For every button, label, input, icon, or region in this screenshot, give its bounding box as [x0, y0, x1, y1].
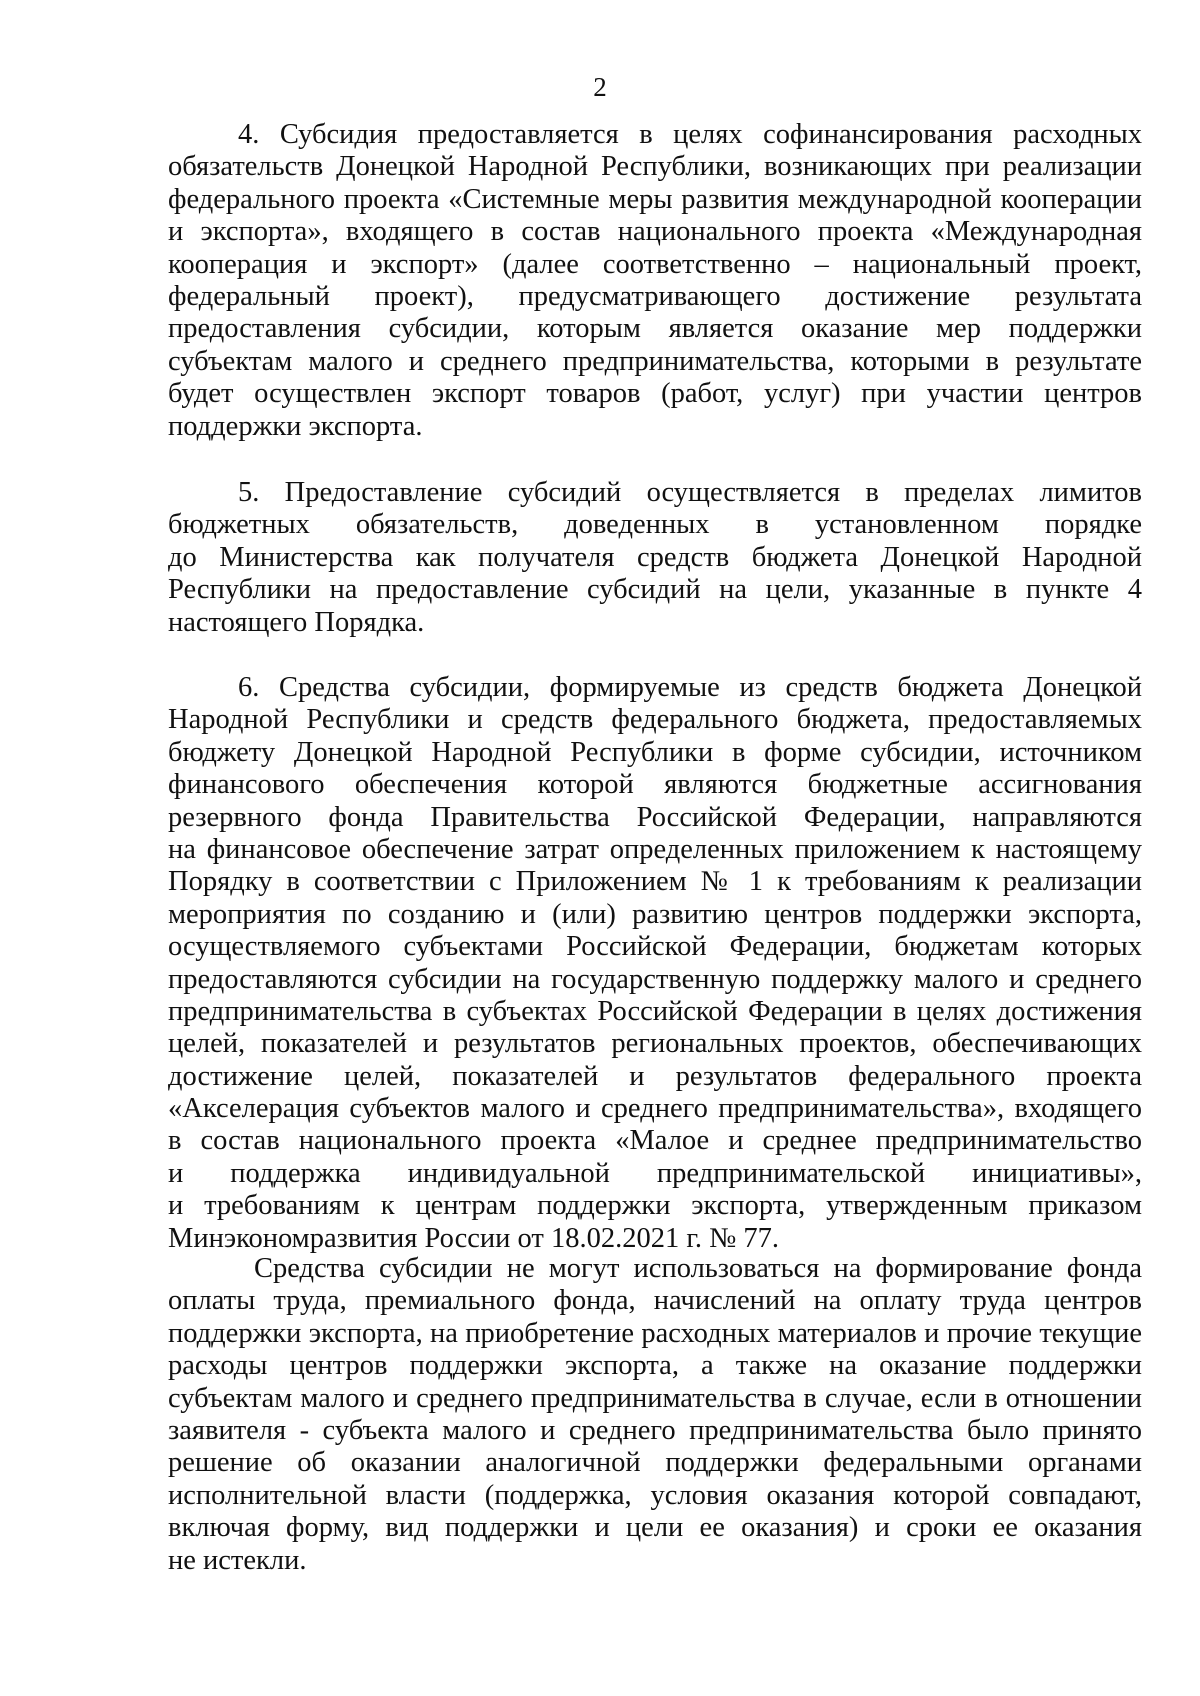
- text-line: мероприятия по созданию и (или) развитию центров поддержки экспорта,: [168, 898, 1142, 930]
- paragraph-6: [168, 672, 1142, 1255]
- text-line: «Акселерация субъектов малого и среднего предпринимательства», входящего: [168, 1093, 1142, 1125]
- text-line: достижение целей, показателей и результатов федерального проекта: [168, 1060, 1142, 1092]
- page-number: 2: [593, 72, 607, 102]
- text-line: не истекли.: [168, 1544, 307, 1576]
- text-line: до Министерства как получателя средств бюджета Донецкой Народной: [168, 541, 1142, 573]
- text-line: субъектам малого и среднего предпринимательства, которыми в результате: [168, 345, 1142, 377]
- text-line: расходы центров поддержки экспорта, а также на оказание поддержки: [168, 1350, 1142, 1382]
- text-line: исполнительной власти (поддержка, условия оказания которой совпадают,: [168, 1479, 1142, 1511]
- text-line: финансового обеспечения которой являются бюджетные ассигнования: [168, 769, 1142, 801]
- text-line: в состав национального проекта «Малое и среднее предпринимательство: [168, 1125, 1142, 1157]
- text-line: бюджету Донецкой Народной Республики в форме субсидии, источником: [168, 736, 1142, 768]
- text-line: 6. Средства субсидии, формируемые из средств бюджета Донецкой: [238, 672, 1142, 703]
- text-line: Республики на предоставление субсидий на цели, указанные в пункте 4: [168, 574, 1142, 606]
- paragraph-5: [168, 477, 1142, 639]
- text-line: и экспорта», входящего в состав национального проекта «Международная: [168, 216, 1142, 248]
- text-line: обязательств Донецкой Народной Республики, возникающих при реализации: [168, 151, 1142, 183]
- text-line: федерального проекта «Системные меры развития международной кооперации: [168, 183, 1142, 215]
- paragraph-6-continuation: [168, 1253, 1142, 1577]
- text-line: федеральный проект), предусматривающего достижение результата: [168, 280, 1142, 312]
- text-line: на финансовое обеспечение затрат определенных приложением к настоящему: [168, 833, 1142, 865]
- text-line: субъектам малого и среднего предпринимательства в случае, если в отношении: [168, 1382, 1142, 1414]
- text-line: поддержки экспорта.: [168, 410, 423, 442]
- text-line: решение об оказании аналогичной поддержки федеральными органами: [168, 1447, 1142, 1479]
- text-line: предоставления субсидии, которым является оказание мер поддержки: [168, 313, 1142, 345]
- text-line: Народной Республики и средств федерального бюджета, предоставляемых: [168, 704, 1142, 736]
- text-line: 4. Субсидия предоставляется в целях софинансирования расходных: [238, 119, 1142, 150]
- text-line: включая форму, вид поддержки и цели ее оказания) и сроки ее оказания: [168, 1512, 1142, 1544]
- text-line: осуществляемого субъектами Российской Федерации, бюджетам которых: [168, 931, 1142, 963]
- text-line: оплаты труда, премиального фонда, начислений на оплату труда центров: [168, 1285, 1142, 1317]
- text-line: заявителя - субъекта малого и среднего предпринимательства было принято: [168, 1414, 1142, 1446]
- text-line: Порядку в соответствии с Приложением № 1 к требованиям к реализации: [168, 866, 1142, 898]
- text-line: настоящего Порядка.: [168, 606, 425, 638]
- text-line: и требованиям к центрам поддержки экспорта, утвержденным приказом: [168, 1190, 1142, 1222]
- text-line: кооперация и экспорт» (далее соответственно – национальный проект,: [168, 248, 1142, 280]
- text-line: целей, показателей и результатов региональных проектов, обеспечивающих: [168, 1028, 1142, 1060]
- text-line: предпринимательства в субъектах Российской Федерации в целях достижения: [168, 995, 1142, 1027]
- text-line: будет осуществлен экспорт товаров (работ, услуг) при участии центров: [168, 378, 1142, 410]
- text-line: резервного фонда Правительства Российской Федерации, направляются: [168, 801, 1142, 833]
- text-line: бюджетных обязательств, доведенных в установленном порядке: [168, 509, 1142, 541]
- text-line: Минэкономразвития России от 18.02.2021 г. № 77.: [168, 1222, 780, 1254]
- text-line: и поддержка индивидуальной предпринимательской инициативы»,: [168, 1157, 1142, 1189]
- text-line: Средства субсидии не могут использоваться на формирование фонда: [254, 1253, 1142, 1284]
- text-line: 5. Предоставление субсидий осуществляется в пределах лимитов: [238, 477, 1142, 508]
- text-line: поддержки экспорта, на приобретение расходных материалов и прочие текущие: [168, 1317, 1142, 1349]
- text-line: предоставляются субсидии на государственную поддержку малого и среднего: [168, 963, 1142, 995]
- paragraph-4: [168, 119, 1142, 443]
